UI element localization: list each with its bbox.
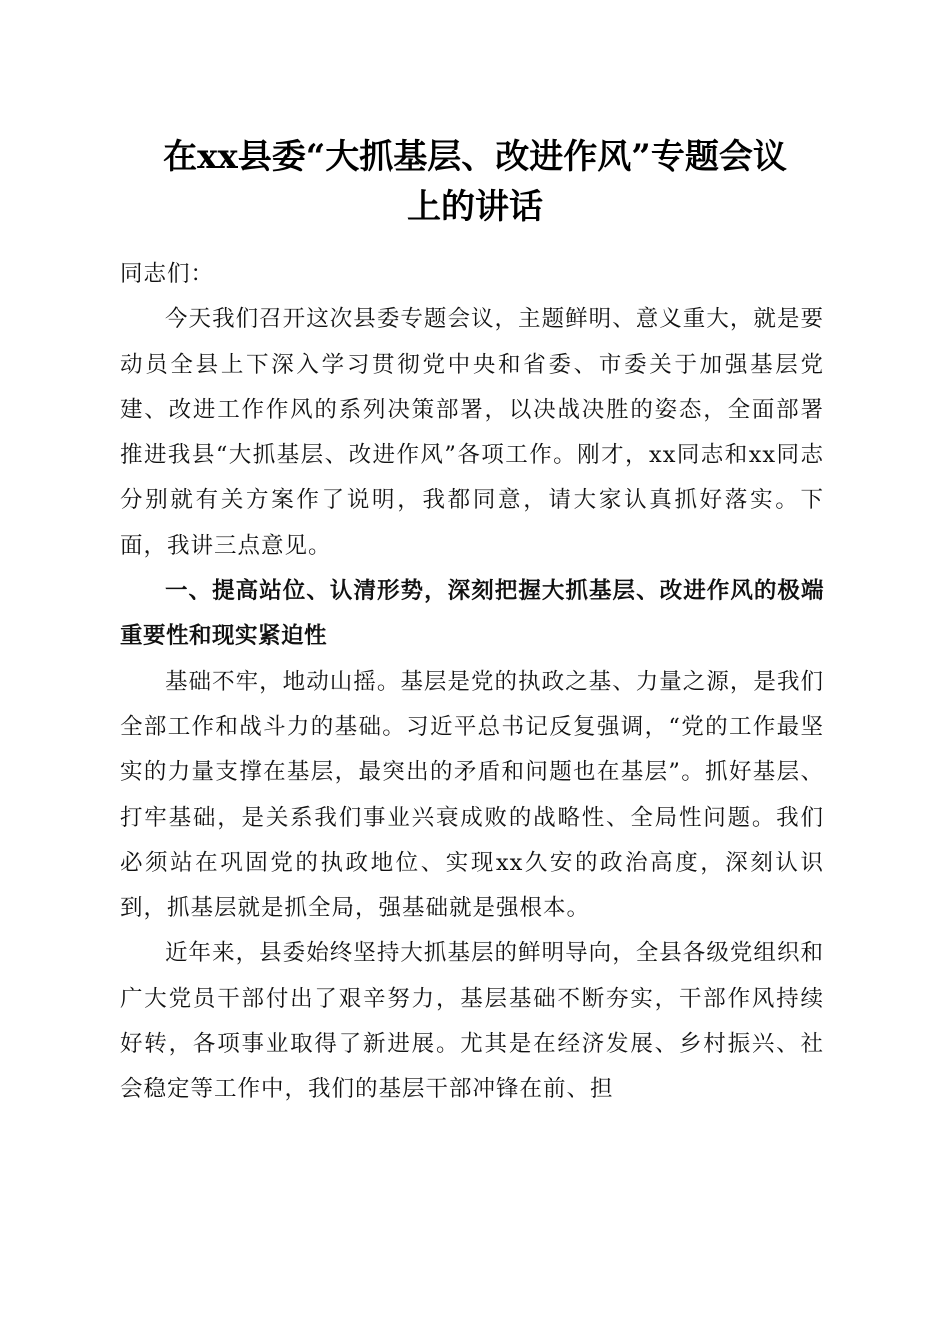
document-body — [120, 252, 824, 1113]
section-heading-1: 一、提高站位、认清形势，深刻把握大抓基层、改进作风的极端重要性和现实紧迫性 — [120, 578, 824, 650]
intro-paragraph: 今天我们召开这次县委专题会议，主题鲜明、意义重大，就是要动员全县上下深入学习贯彻党中央和省委、市委关于加强基层党建、改进工作作风的系列决策部署，以决战决胜的姿态，全面部署推进我县“大抓基层、改进作风”各项工作。刚才，xx同志和xx同志分别就有关方案作了说明，我都同意，请大家认真抓好落实。下面，我讲三点意见。 — [120, 306, 824, 559]
title-line-2: 上的讲话 — [407, 187, 543, 227]
section1-paragraph-2: 近年来，县委始终坚持大抓基层的鲜明导向，全县各级党组织和广大党员干部付出了艰辛努力，基层基础不断夯实，干部作风持续好转，各项事业取得了新进展。尤其是在经济发展、乡村振兴、社会稳定等工作中，我们的基层干部冲锋在前、担 — [120, 940, 824, 1103]
document-title — [100, 132, 850, 232]
salutation: 同志们： — [120, 261, 215, 287]
title-line-1: 在xx县委“大抓基层、改进作风”专题会议 — [163, 137, 787, 177]
section1-paragraph-1: 基础不牢，地动山摇。基层是党的执政之基、力量之源，是我们全部工作和战斗力的基础。习近平总书记反复强调，“党的工作最坚实的力量支撑在基层，最突出的矛盾和问题也在基层”。抓好基层、打牢基础，是关系我们事业兴衰成败的战略性、全局性问题。我们必须站在巩固党的执政地位、实现xx久安的政治高度，深刻认识到，抓基层就是抓全局，强基础就是强根本。 — [120, 668, 824, 922]
